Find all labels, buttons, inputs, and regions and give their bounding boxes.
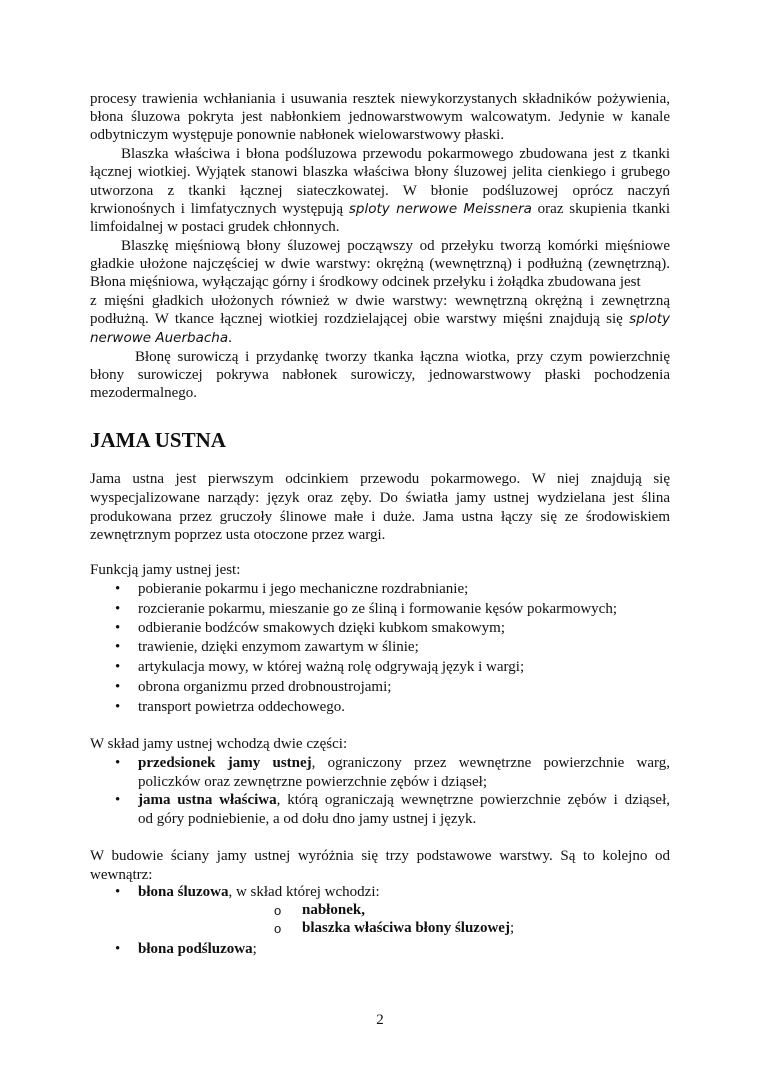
list-item xyxy=(138,698,345,717)
text-line xyxy=(90,310,670,329)
text-segment: od góry podniebienie, a od dołu dno jamy ustnej i język. xyxy=(138,811,477,827)
list-item xyxy=(138,883,380,902)
text-segment: rozcieranie pokarmu, mieszanie go ze śliną i formowanie kęsów pokarmowych; xyxy=(138,601,617,617)
bullet-icon: • xyxy=(115,941,121,957)
list-item xyxy=(138,600,617,619)
bold-term: nabłonek, xyxy=(302,902,365,918)
bold-term: błona podśluzowa xyxy=(138,941,253,957)
text-segment: Blaszkę mięśniową błony śluzowej począwszy od przełyku tworzą komórki mięśniowe xyxy=(121,238,670,254)
bullet-icon: • xyxy=(115,755,121,771)
text-segment: W skład jamy ustnej wchodzą dwie części: xyxy=(90,736,348,752)
text-segment: . xyxy=(228,330,232,346)
italic-term: nerwowe Auerbacha xyxy=(90,330,229,346)
text-line xyxy=(90,508,670,527)
text-line xyxy=(90,218,340,237)
text-segment: Jama ustna jest pierwszym odcinkiem przewodu pokarmowego. W niej znajdują się xyxy=(90,471,670,487)
list-item xyxy=(138,658,524,677)
text-segment: , ograniczony przez wewnętrzne powierzchnie warg, xyxy=(311,755,670,771)
list-item xyxy=(138,580,468,599)
text-segment: W budowie ściany jamy ustnej wyróżnia się trzy podstawowe warstwy. Są to kolejno od xyxy=(90,848,670,864)
text-line xyxy=(138,810,476,829)
text-segment: wyspecjalizowane narządy: język oraz zęby. Do światła jamy ustnej wydzielana jest ślina xyxy=(90,490,670,506)
text-line xyxy=(90,735,347,754)
sub-bullet-icon: o xyxy=(274,921,282,936)
text-line xyxy=(90,470,670,489)
list-item xyxy=(138,678,391,697)
italic-term: sploty nerwowe Meissnera xyxy=(348,201,532,217)
text-segment: Błonę surowiczą i przydankę tworzy tkanka łączna wiotka, przy czym powierzchnię xyxy=(135,349,670,365)
text-segment: transport powietrza oddechowego. xyxy=(138,699,346,715)
text-segment: krwionośnych i limfatycznych występują xyxy=(90,201,349,217)
text-segment: ; xyxy=(509,920,515,936)
sub-bullet-icon: o xyxy=(274,903,282,918)
bullet-icon: • xyxy=(115,792,121,808)
text-segment: , w skład której wchodzi: xyxy=(228,884,380,900)
list-item xyxy=(138,619,505,638)
text-segment: zewnętrznym poprzez usta otoczone przez wargi. xyxy=(90,527,386,543)
text-line xyxy=(90,182,670,201)
text-segment: mezodermalnego. xyxy=(90,385,198,401)
text-line xyxy=(90,292,670,311)
list-item xyxy=(138,940,257,959)
text-line xyxy=(90,255,670,274)
section-heading: JAMA USTNA xyxy=(90,428,226,452)
list-item xyxy=(302,901,365,920)
text-line xyxy=(90,90,670,109)
text-line xyxy=(135,348,670,367)
text-line xyxy=(121,145,670,164)
text-segment: podłużną. W tkance łącznej wiotkiej rozdzielającej obie warstwy mięśni znajdują się xyxy=(90,311,630,327)
text-line xyxy=(90,366,670,385)
text-line xyxy=(90,126,504,145)
text-line xyxy=(90,163,670,182)
list-item xyxy=(138,638,419,657)
bullet-icon: • xyxy=(115,659,121,675)
text-line xyxy=(90,526,385,545)
text-segment: obrona organizmu przed drobnoustrojami; xyxy=(138,679,392,695)
text-line xyxy=(138,773,487,792)
text-segment: procesy trawienia wchłaniania i usuwania resztek niewykorzystanych składników pożywienia, xyxy=(90,91,670,107)
page-number: 2 xyxy=(376,1012,384,1028)
text-segment: łącznej wiotkiej. Wyjątek stanowi blaszka właściwa błony śluzowej jelita cienkiego i grubego xyxy=(90,164,670,180)
bold-term: błona śluzowa xyxy=(138,884,229,900)
bullet-icon: • xyxy=(115,581,121,597)
bold-term: blaszka właściwa błony śluzowej xyxy=(302,920,510,936)
italic-term: sploty xyxy=(629,311,670,327)
bullet-icon: • xyxy=(115,679,121,695)
text-line xyxy=(121,237,670,256)
text-segment: błony surowiczej pokrywa nabłonek surowiczy, jednowarstwowy płaski pochodzenia xyxy=(90,367,670,383)
list-item xyxy=(302,919,514,938)
text-line xyxy=(90,847,670,866)
text-line xyxy=(90,489,670,508)
list-item xyxy=(138,791,670,810)
text-segment: z mięśni gładkich ułożonych również w dwie warstwy: wewnętrzną okrężną i zewnętrzną xyxy=(90,293,670,309)
list-item xyxy=(138,754,670,773)
bullet-icon: • xyxy=(115,620,121,636)
bullet-icon: • xyxy=(115,884,121,900)
text-segment: trawienie, dzięki enzymom zawartym w ślinie; xyxy=(138,639,419,655)
text-segment: policzków oraz zewnętrzne powierzchnie zębów i dziąseł; xyxy=(138,774,487,790)
text-segment: pobieranie pokarmu i jego mechaniczne rozdrabnianie; xyxy=(138,581,469,597)
text-line xyxy=(90,561,240,580)
text-segment: wewnątrz: xyxy=(90,867,153,883)
text-segment: błona śluzowa pokryta jest nabłonkiem jednowarstwowym walcowatym. Jedynie w kanale xyxy=(90,109,670,125)
text-segment: artykulacja mowy, w której ważną rolę odgrywają język i wargi; xyxy=(138,659,525,675)
text-segment: produkowana przez gruczoły ślinowe małe i duże. Jama ustna łączy się ze środowiskiem xyxy=(90,509,670,525)
bullet-icon: • xyxy=(115,639,121,655)
text-line xyxy=(90,108,670,127)
text-segment: Blaszka właściwa i błona podśluzowa przewodu pokarmowego zbudowana jest z tkanki xyxy=(121,146,670,162)
text-segment: gładkie ułożone najczęściej w dwie warstwy: okrężną (wewnętrzną) i podłużną (zewnętrzną). xyxy=(90,256,670,272)
text-line xyxy=(90,200,670,219)
text-segment: utworzona z tkanki łącznej siateczkowatej. W błonie podśluzowej oprócz naczyń xyxy=(90,183,670,199)
text-line xyxy=(90,273,641,292)
bold-term: przedsionek jamy ustnej xyxy=(138,755,312,771)
text-segment: Błona mięśniowa, wyłączając górny i środkowy odcinek przełyku i żołądka zbudowana jest xyxy=(90,274,641,290)
text-line xyxy=(90,384,197,403)
text-segment: odbieranie bodźców smakowych dzięki kubkom smakowym; xyxy=(138,620,506,636)
bullet-icon: • xyxy=(115,699,121,715)
text-segment: odbytniczym występuje ponownie nabłonek wielowarstwowy płaski. xyxy=(90,127,505,143)
text-segment: , którą ograniczają wewnętrzne powierzchnie zębów i dziąseł, xyxy=(276,792,670,808)
bullet-icon: • xyxy=(115,601,121,617)
bold-term: jama ustna właściwa xyxy=(138,792,277,808)
text-line xyxy=(90,329,232,348)
text-segment: Funkcją jamy ustnej jest: xyxy=(90,562,241,578)
text-segment: oraz skupienia tkanki xyxy=(531,201,670,217)
text-segment: limfoidalnej w postaci grudek chłonnych. xyxy=(90,219,340,235)
text-segment: ; xyxy=(252,941,257,957)
